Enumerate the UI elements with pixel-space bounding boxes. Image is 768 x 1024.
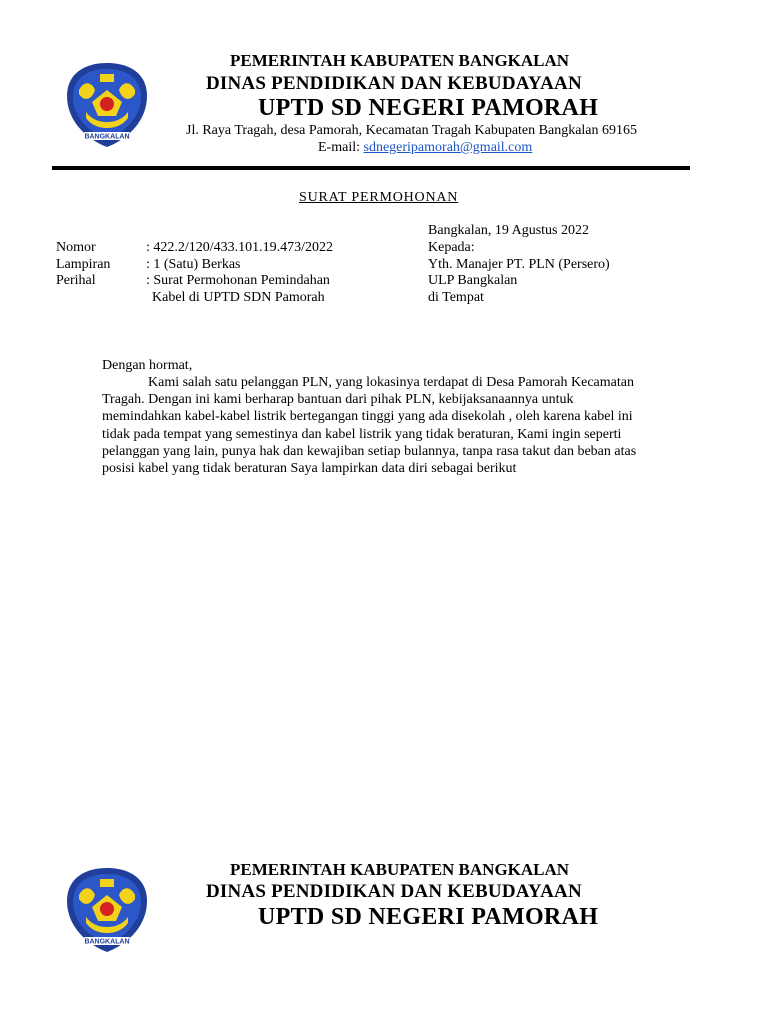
paragraph-line: tidak pada tempat yang semestinya dan kabel listrik yang tidak beraturan, Kami ingin seperti xyxy=(102,426,622,442)
field-perihal-continued: Kabel di UPTD SDN Pamorah xyxy=(152,290,325,305)
place-date: Bangkalan, 19 Agustus 2022 xyxy=(428,223,589,238)
field-perihal-value: : Surat Permohonan Pemindahan xyxy=(146,273,330,288)
letterhead-government-2: PEMERINTAH KABUPATEN BANGKALAN xyxy=(230,860,570,879)
letterhead-school-name: UPTD SD NEGERI PAMORAH xyxy=(258,95,599,121)
field-perihal-label: Perihal xyxy=(56,273,96,288)
bangkalan-logo-emblem-2 xyxy=(62,865,152,955)
email-link[interactable]: sdnegeripamorah@gmail.com xyxy=(363,140,533,155)
svg-text:BANGKALAN: BANGKALAN xyxy=(84,133,130,141)
recipient-name: Yth. Manajer PT. PLN (Persero) xyxy=(428,257,610,272)
paragraph-line: Kami salah satu pelanggan PLN, yang lokasinya terdapat di Desa Pamorah Kecamatan xyxy=(148,375,634,390)
letterhead-address: Jl. Raya Tragah, desa Pamorah, Kecamatan Tragah Kabupaten Bangkalan 69165 xyxy=(186,123,638,138)
recipient-unit: ULP Bangkalan xyxy=(428,273,518,288)
paragraph-line: pelanggan yang lain, punya hak dan kewajiban setiap bulannya, tanpa rasa takut dan beban atas xyxy=(102,443,637,459)
letterhead-department: DINAS PENDIDIKAN DAN KEBUDAYAAN xyxy=(206,73,582,94)
letterhead-school-name-2: UPTD SD NEGERI PAMORAH xyxy=(258,904,599,930)
paragraph-line: Tragah. Dengan ini kami berharap bantuan dari pihak PLN, kebijaksanaannya untuk xyxy=(102,392,574,408)
field-nomor-label: Nomor xyxy=(56,240,96,255)
letterhead-department-2: DINAS PENDIDIKAN DAN KEBUDAYAAN xyxy=(206,881,582,902)
letterhead-divider xyxy=(52,166,690,170)
recipient-kepada: Kepada: xyxy=(428,240,475,255)
greeting: Dengan hormat, xyxy=(102,358,193,373)
recipient-place: di Tempat xyxy=(428,290,484,305)
letter-title: SURAT PERMOHONAN xyxy=(299,190,459,205)
field-lampiran-label: Lampiran xyxy=(56,257,111,272)
paragraph-line: memindahkan kabel-kabel listrik bertegangan tinggi yang ada disekolah , oleh karena kabel ini xyxy=(102,409,633,425)
email-label: E-mail: xyxy=(318,140,364,155)
letter-paragraph xyxy=(102,374,702,477)
letterhead-email-line xyxy=(318,140,532,156)
field-nomor-value: : 422.2/120/433.101.19.473/2022 xyxy=(146,240,334,255)
bangkalan-logo-emblem xyxy=(62,60,152,150)
paragraph-line: posisi kabel yang tidak beraturan Saya lampirkan data diri sebagai berikut xyxy=(102,461,517,477)
svg-text:BANGKALAN: BANGKALAN xyxy=(84,938,130,946)
field-lampiran-value: : 1 (Satu) Berkas xyxy=(146,257,241,272)
letterhead-government: PEMERINTAH KABUPATEN BANGKALAN xyxy=(230,51,570,70)
